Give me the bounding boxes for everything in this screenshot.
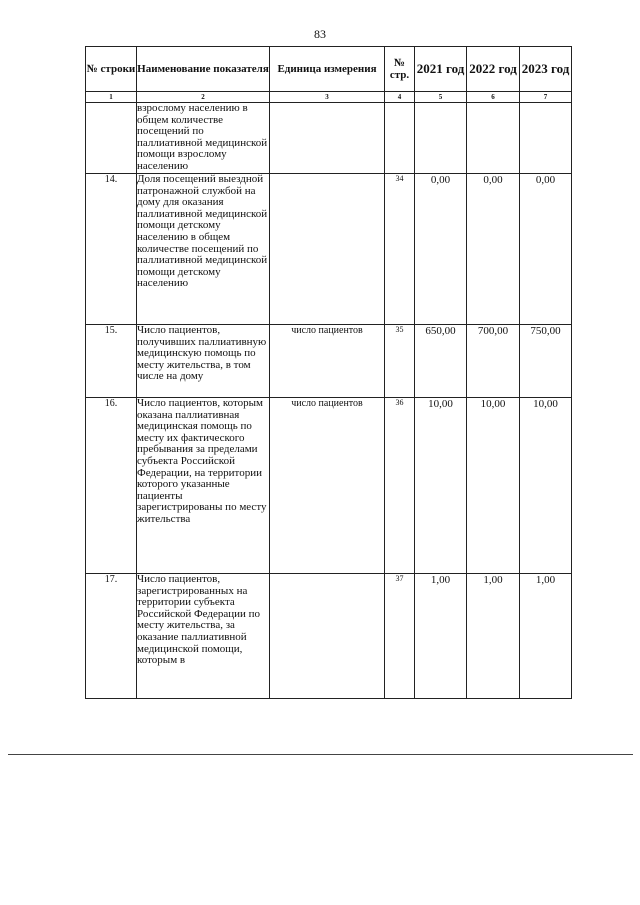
- table-row: [86, 398, 572, 574]
- row-number: [86, 103, 137, 174]
- line-number: 34: [385, 174, 415, 325]
- unit-cell: число пациентов: [270, 325, 385, 398]
- value-2022: 10,00: [467, 398, 520, 574]
- page-number: 83: [314, 27, 326, 41]
- value-2021: 650,00: [415, 325, 467, 398]
- header-row: [86, 47, 572, 92]
- header-row-number: № строки: [86, 47, 137, 92]
- indicator-name: взрослому населению в общем количестве посещений по паллиативной медицинской помощи взрослому населению: [137, 103, 270, 174]
- line-number: 37: [385, 574, 415, 699]
- column-number: 3: [270, 92, 385, 103]
- value-2023: [520, 103, 572, 174]
- unit-cell: число пациентов: [270, 398, 385, 574]
- value-2022: 700,00: [467, 325, 520, 398]
- value-2022: 1,00: [467, 574, 520, 699]
- column-number: 1: [86, 92, 137, 103]
- line-number: 36: [385, 398, 415, 574]
- value-2023: 10,00: [520, 398, 572, 574]
- indicator-name: Число пациентов, которым оказана паллиативная медицинская помощь по месту их фактического пребывания за пределами субъекта Российской Федерации, на территории которого указанные пациенты зарегистрированы по месту жительства: [137, 398, 270, 574]
- indicators-table: [85, 46, 572, 699]
- value-2022: 0,00: [467, 174, 520, 325]
- header-line-number: № стр.: [385, 47, 415, 92]
- column-number-row: [86, 92, 572, 103]
- value-2023: 0,00: [520, 174, 572, 325]
- header-year-2022: 2022 год: [467, 47, 520, 92]
- table-row: [86, 103, 572, 174]
- unit-cell: [270, 574, 385, 699]
- value-2021: 0,00: [415, 174, 467, 325]
- line-number: [385, 103, 415, 174]
- table-row: [86, 325, 572, 398]
- value-2023: 750,00: [520, 325, 572, 398]
- row-number: 14.: [86, 174, 137, 325]
- row-number: 17.: [86, 574, 137, 699]
- header-year-2023: 2023 год: [520, 47, 572, 92]
- table-row: [86, 174, 572, 325]
- row-number: 16.: [86, 398, 137, 574]
- indicator-name: Число пациентов, зарегистрированных на территории субъекта Российской Федерации по месту жительства, за оказание паллиативной медицинской помощи, которым в: [137, 574, 270, 699]
- column-number: 5: [415, 92, 467, 103]
- unit-cell: [270, 103, 385, 174]
- column-number: 4: [385, 92, 415, 103]
- row-number: 15.: [86, 325, 137, 398]
- indicator-name: Число пациентов, получивших паллиативную медицинскую помощь по месту жительства, в том числе на дому: [137, 325, 270, 398]
- value-2021: [415, 103, 467, 174]
- value-2021: 10,00: [415, 398, 467, 574]
- indicator-name: Доля посещений выездной патронажной службой на дому для оказания паллиативной медицинской помощи детскому населению в общем количестве посещений по паллиативной медицинской помощи детскому населению: [137, 174, 270, 325]
- value-2022: [467, 103, 520, 174]
- table-row: [86, 574, 572, 699]
- header-unit: Единица измерения: [270, 47, 385, 92]
- value-2023: 1,00: [520, 574, 572, 699]
- column-number: 7: [520, 92, 572, 103]
- column-number: 6: [467, 92, 520, 103]
- header-indicator-name: Наименование показателя: [137, 47, 270, 92]
- value-2021: 1,00: [415, 574, 467, 699]
- header-year-2021: 2021 год: [415, 47, 467, 92]
- line-number: 35: [385, 325, 415, 398]
- column-number: 2: [137, 92, 270, 103]
- unit-cell: [270, 174, 385, 325]
- page-bottom-divider: [8, 754, 633, 755]
